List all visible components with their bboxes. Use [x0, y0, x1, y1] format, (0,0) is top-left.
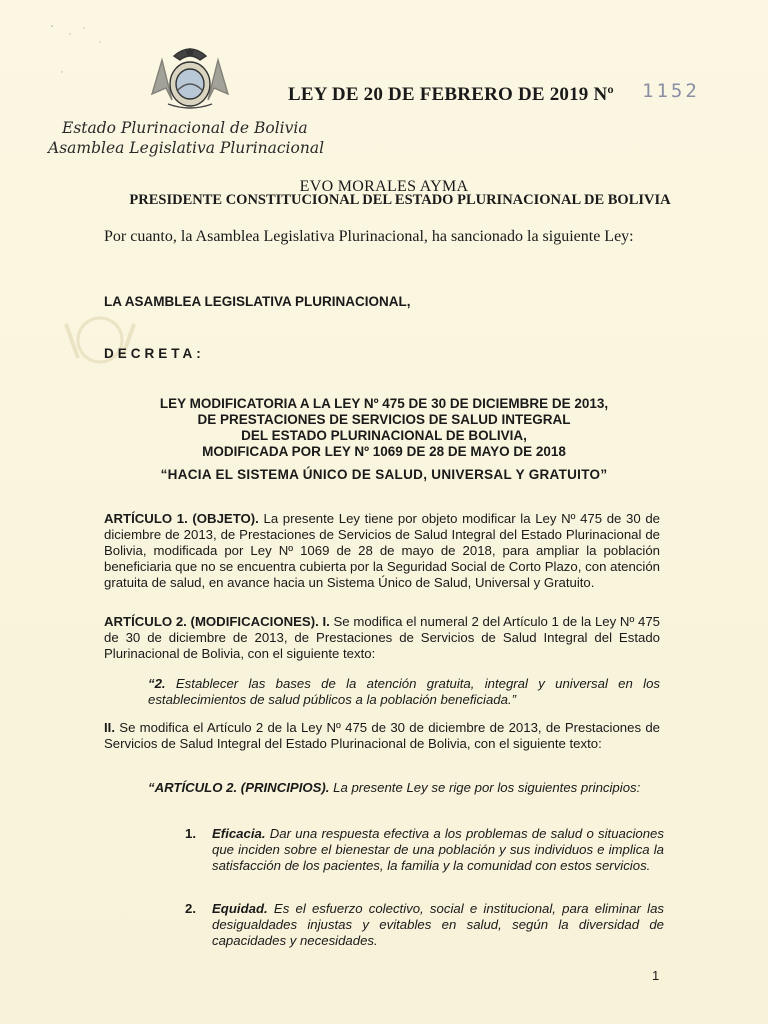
- principle-name: Equidad.: [212, 901, 268, 916]
- article-2: [104, 614, 660, 662]
- law-motto: “HACIA EL SISTEMA ÚNICO DE SALUD, UNIVERSAL Y GRATUITO”: [160, 467, 608, 482]
- law-title: [80, 396, 688, 460]
- institution-name: [48, 118, 324, 158]
- article-1-heading: ARTÍCULO 1. (OBJETO).: [104, 511, 259, 526]
- law-title-line: LEY MODIFICATORIA A LA LEY Nº 475 DE 30 DE DICIEMBRE DE 2013,: [159, 396, 609, 411]
- quoted-article-2-heading: “ARTÍCULO 2. (PRINCIPIOS).: [148, 780, 330, 795]
- law-title-line: MODIFICADA POR LEY Nº 1069 DE 28 DE MAYO DE 2018: [202, 444, 566, 459]
- paragraph-ii-heading: II.: [104, 720, 115, 735]
- paragraph-ii-text: Se modifica el Artículo 2 de la Ley Nº 475 de 30 de diciembre de 2013, de Prestaciones de Servicios de Salud Integral del Estado Plurinacional de Bolivia, con el siguiente texto:: [104, 720, 660, 751]
- preamble-text: Por cuanto, la Asamblea Legislativa Plurinacional, ha sancionado la siguiente Ley:: [104, 228, 634, 245]
- principle-item: [185, 826, 665, 890]
- quoted-numeral-text: Establecer las bases de la atención gratuita, integral y universal en los establecimientos de salud públicos a la población beneficiada.”: [148, 676, 660, 707]
- law-title-line: DEL ESTADO PLURINACIONAL DE BOLIVIA,: [241, 428, 527, 443]
- law-title-line: DE PRESTACIONES DE SERVICIOS DE SALUD INTEGRAL: [197, 412, 571, 427]
- quoted-numeral-number: “2.: [148, 676, 166, 691]
- principle-name: Eficacia.: [212, 826, 266, 841]
- page-number: 1: [652, 968, 660, 983]
- law-number-stamp: 1152: [642, 80, 700, 102]
- assembly-heading: LA ASAMBLEA LEGISLATIVA PLURINACIONAL,: [104, 294, 411, 309]
- law-header-title: LEY DE 20 DE FEBRERO DE 2019 Nº: [288, 84, 614, 105]
- article-2-heading: ARTÍCULO 2. (MODIFICACIONES). I.: [104, 614, 330, 629]
- principle-number: 2.: [185, 901, 196, 916]
- article-1-text: La presente Ley tiene por objeto modificar la Ley Nº 475 de 30 de diciembre de 2013, de Prestaciones de Servicios de Salud Integral del Estado Plurinacional de Bolivia, modificada por Ley Nº 1069 de 28 de mayo de 2018, para ampliar la población beneficiaria que no se encuentra cubierta por la Seguridad Social de Corto Plazo, con atención gratuita de salud, en avance hacia un Sistema Único de Salud, Universal y Gratuito.: [104, 511, 660, 590]
- quoted-numeral: [148, 676, 660, 708]
- principle-text: Es el esfuerzo colectivo, social e institucional, para eliminar las desigualdades injustas y evitables en salud, según la diversidad de capacidades y necesidades.: [212, 901, 664, 948]
- quoted-article-2: [148, 780, 660, 796]
- decreta-heading: DECRETA:: [104, 346, 205, 361]
- principle-number: 1.: [185, 826, 196, 841]
- principle-item: [185, 901, 665, 949]
- principle-text: Dar una respuesta efectiva a los problemas de salud o situaciones que inciden sobre el bienestar de una población y sus individuos e implica la satisfacción de los pacientes, la familia y la comunidad con estos servicios.: [212, 826, 664, 873]
- institution-line-assembly: Asamblea Legislativa Plurinacional: [48, 139, 325, 157]
- quoted-article-2-text: La presente Ley se rige por los siguientes principios:: [333, 780, 641, 795]
- article-2-text: Se modifica el numeral 2 del Artículo 1 de la Ley Nº 475 de 30 de diciembre de 2013, de Prestaciones de Servicios de Salud Integral del Estado Plurinacional de Bolivia, con el siguiente texto:: [104, 614, 660, 661]
- president-title: PRESIDENTE CONSTITUCIONAL DEL ESTADO PLURINACIONAL DE BOLIVIA: [129, 192, 671, 208]
- paragraph-ii: [104, 720, 660, 752]
- president-name: EVO MORALES AYMA: [299, 178, 469, 195]
- article-1: [104, 511, 660, 591]
- institution-line-state: Estado Plurinacional de Bolivia: [62, 119, 308, 137]
- coat-of-arms-icon: [144, 42, 236, 112]
